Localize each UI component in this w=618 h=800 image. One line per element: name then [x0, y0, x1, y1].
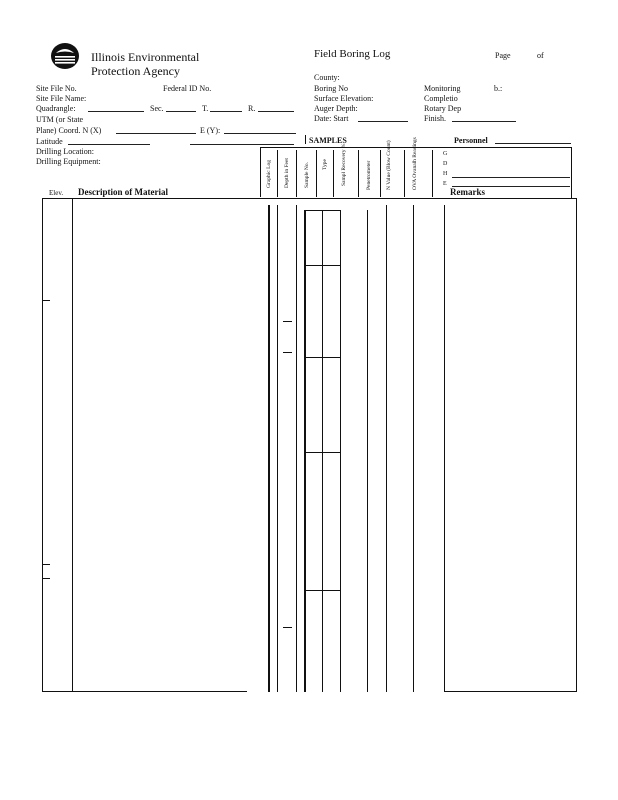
- samples-box-left: [305, 135, 306, 144]
- quadrangle-label: Quadrangle:: [36, 104, 76, 113]
- remarks-left: [444, 205, 445, 692]
- t-field[interactable]: [210, 111, 242, 112]
- personnel-field-top[interactable]: [495, 143, 571, 144]
- federal-id-label: Federal ID No.: [163, 84, 212, 93]
- sample-row-divider-1: [304, 210, 340, 211]
- header-divider-7: [380, 150, 381, 197]
- depth-right: [296, 205, 297, 692]
- auger-depth-label: Auger Depth:: [314, 104, 358, 113]
- remarks-header: Remarks: [450, 187, 485, 197]
- type-right: [322, 210, 323, 692]
- penetrometer-right: [367, 210, 368, 692]
- date-start-label: Date: Start: [314, 114, 349, 123]
- coord-x-field[interactable]: [116, 133, 196, 134]
- sec-field[interactable]: [166, 111, 196, 112]
- header-divider-4: [316, 150, 317, 197]
- latitude-label: Latitude: [36, 137, 63, 146]
- personnel-label: Personnel: [454, 136, 488, 145]
- table-top-border: [42, 198, 576, 199]
- form-title: Field Boring Log: [314, 48, 391, 60]
- t-label: T.: [202, 104, 209, 113]
- finish-label: Finish.: [424, 114, 447, 123]
- description-header: Description of Material: [78, 187, 168, 197]
- graphic-log-right: [277, 205, 278, 692]
- recovery-right: [340, 210, 341, 692]
- description-bottom: [42, 691, 247, 692]
- header-divider-8: [404, 150, 405, 197]
- header-divider-2: [277, 150, 278, 197]
- elev-column-divider: [72, 198, 73, 692]
- personnel-code-h: H: [443, 171, 448, 177]
- col-graphic-log: Graphic Log: [266, 160, 272, 188]
- site-file-name-label: Site File Name:: [36, 94, 87, 103]
- site-file-no-label: Site File No.: [36, 84, 77, 93]
- elev-header: Elev.: [49, 189, 64, 197]
- iepa-seal-icon: [47, 41, 83, 71]
- quadrangle-field[interactable]: [88, 111, 144, 112]
- rotary-depth-label: Rotary Dep: [424, 104, 462, 113]
- surface-elevation-label: Surface Elevation:: [314, 94, 374, 103]
- header-divider-9: [432, 150, 433, 197]
- col-penetrometer: Penetrometer: [366, 160, 372, 190]
- graphic-log-left: [268, 205, 270, 692]
- monitoring-label: Monitoring: [424, 84, 461, 93]
- personnel-field-h[interactable]: [452, 177, 570, 178]
- header-divider-5: [333, 150, 334, 197]
- n-value-right: [386, 205, 387, 692]
- completion-label: Completio: [424, 94, 458, 103]
- depth-tick-1: [283, 321, 292, 322]
- county-label: County:: [314, 73, 340, 82]
- sample-row-divider-3: [304, 357, 340, 358]
- personnel-code-g: G: [443, 151, 448, 157]
- header-divider-6: [358, 150, 359, 197]
- r-label: R.: [248, 104, 256, 113]
- plane-coord-label: Plane) Coord. N (X): [36, 126, 102, 135]
- longitude-field[interactable]: [190, 144, 294, 145]
- utm-label: UTM (or State: [36, 115, 84, 124]
- ovs-right: [413, 205, 414, 692]
- e-y-label: E (Y):: [200, 126, 221, 135]
- elev-tick-2: [42, 564, 50, 565]
- boring-no-label: Boring No: [314, 84, 348, 93]
- col-type: Type: [322, 159, 328, 170]
- remarks-bottom: [444, 691, 576, 692]
- latitude-field[interactable]: [68, 144, 150, 145]
- date-start-field[interactable]: [358, 121, 408, 122]
- sec-label: Sec.: [150, 104, 164, 113]
- sample-no-right: [304, 210, 306, 692]
- elev-tick-3: [42, 578, 50, 579]
- sample-row-divider-2: [304, 265, 340, 266]
- samples-label: SAMPLES: [309, 136, 347, 145]
- sample-row-divider-5: [304, 590, 340, 591]
- depth-tick-2: [283, 352, 292, 353]
- personnel-code-e: E: [443, 181, 447, 187]
- coord-y-field[interactable]: [224, 133, 296, 134]
- sample-row-divider-4: [304, 452, 340, 453]
- r-field[interactable]: [258, 111, 294, 112]
- b-label: b.:: [494, 84, 503, 93]
- agency-logo: [47, 41, 83, 71]
- col-depth: Depth in Feet: [284, 158, 290, 188]
- header-divider-1: [260, 147, 261, 197]
- personnel-box-right: [571, 147, 572, 198]
- col-ovs-readings: OVA Ovanalh Readings: [412, 137, 418, 190]
- agency-name-line1: Illinois Environmental: [91, 50, 200, 64]
- agency-name-line2: Protection Agency: [91, 64, 180, 78]
- depth-tick-3: [283, 627, 292, 628]
- page-label: Page: [495, 51, 511, 60]
- drilling-location-label: Drilling Location:: [36, 147, 94, 156]
- table-left-border: [42, 198, 43, 692]
- table-right-border: [576, 198, 577, 692]
- of-label: of: [537, 51, 544, 60]
- elev-tick-1: [42, 300, 50, 301]
- header-divider-3: [296, 150, 297, 197]
- col-sample-recovery: Sampl Recovery %: [341, 143, 347, 186]
- col-n-value: N Value (Blow Count): [386, 140, 392, 190]
- col-sample-no: Sample No.: [304, 162, 310, 188]
- drilling-equipment-label: Drilling Equipment:: [36, 157, 101, 166]
- personnel-code-d: D: [443, 161, 448, 167]
- finish-field[interactable]: [452, 121, 516, 122]
